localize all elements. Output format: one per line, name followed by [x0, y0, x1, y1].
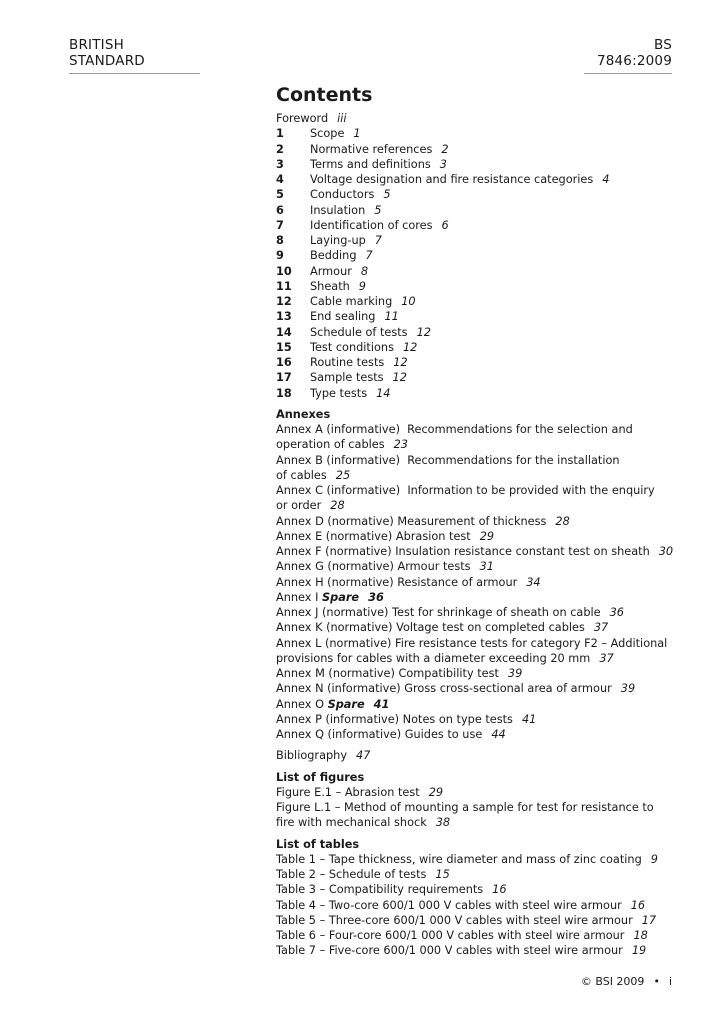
toc-entry-clause[interactable]	[276, 294, 676, 309]
toc-page-number: 23	[393, 438, 408, 452]
table-caption: Table 5 – Three-core 600/1 000 V cables with steel wire armour	[276, 913, 633, 927]
clause-number: 18	[276, 386, 292, 400]
toc-entry-table[interactable]	[276, 867, 676, 882]
toc-page-number: 18	[633, 929, 648, 942]
toc-entry-label: Foreword	[276, 112, 329, 125]
table-caption: Table 7 – Five-core 600/1 000 V cables with steel wire armour	[276, 944, 623, 958]
annex-text: Annex J (normative) Test for shrinkage of sheath on cable	[276, 606, 601, 619]
toc-entry-foreword[interactable]	[276, 111, 676, 126]
toc-entry-table[interactable]	[276, 943, 676, 958]
toc-entry-table[interactable]	[276, 913, 676, 928]
copyright-notice: © BSI 2009	[580, 975, 645, 988]
toc-page-number: 19	[631, 944, 647, 958]
clause-number: 12	[276, 295, 292, 308]
toc-page-number: 8	[360, 264, 369, 278]
toc-entry-annex-q[interactable]	[276, 727, 676, 742]
toc-page-number: 16	[492, 883, 507, 897]
clause-title: Voltage designation and fire resistance categories	[310, 173, 594, 186]
toc-entry-clause[interactable]	[276, 187, 676, 202]
clause-title: Cable marking	[310, 295, 393, 308]
clause-title: Terms and definitions	[310, 157, 431, 171]
annex-text: Annex P (informative) Notes on type tests	[276, 712, 513, 726]
annex-title: Recommendations for the selection and	[407, 423, 633, 436]
toc-page-number: 44	[491, 728, 506, 741]
toc-entry-clause[interactable]	[276, 370, 676, 385]
toc-page-number: 7	[374, 234, 382, 247]
toc-entry-clause[interactable]	[276, 309, 676, 324]
clause-title: Routine tests	[310, 356, 385, 369]
toc-page-number: 5	[374, 203, 382, 217]
toc-page-number: 4	[602, 173, 610, 186]
toc-entry-clause[interactable]	[276, 203, 676, 218]
clause-title: Sheath	[310, 279, 350, 293]
toc-page-number: 47	[356, 749, 371, 763]
toc-entry-annex-k[interactable]	[276, 620, 676, 635]
clause-title: Conductors	[310, 188, 375, 202]
toc-page-number: 36	[368, 590, 384, 604]
annex-text: Annex N (informative) Gross cross-sectional area of armour	[276, 682, 612, 696]
toc-entry-clause[interactable]	[276, 325, 676, 340]
toc-page-number: 12	[402, 340, 418, 354]
clause-number: 5	[276, 188, 284, 202]
annex-text: Annex G (normative) Armour tests	[276, 560, 471, 574]
toc-entry-clause[interactable]	[276, 355, 676, 370]
toc-entry-clause[interactable]	[276, 126, 676, 141]
annex-text: Annex L (normative) Fire resistance tests for category F2 – Additional	[276, 636, 668, 650]
annex-prefix: Annex C (informative)	[276, 484, 401, 497]
clause-title: Schedule of tests	[310, 325, 408, 339]
clause-number: 4	[276, 173, 284, 186]
annex-prefix: Annex B (informative)	[276, 453, 400, 467]
toc-page-number: 36	[609, 606, 624, 619]
clause-number: 9	[276, 249, 284, 263]
clause-title: Type tests	[310, 386, 368, 400]
toc-page-number: 11	[384, 310, 399, 324]
toc-page-number: 1	[353, 127, 361, 141]
toc-entry-annex-e[interactable]	[276, 529, 676, 544]
toc-entry-annex-p[interactable]	[276, 712, 676, 727]
toc-entry-table[interactable]	[276, 852, 676, 867]
toc-page-number: 12	[393, 356, 408, 369]
clause-number: 2	[276, 142, 284, 156]
clause-number: 11	[276, 279, 292, 293]
toc-page-number: 12	[416, 325, 431, 339]
toc-entry-annex-i[interactable]	[276, 590, 676, 605]
toc-page-number: 6	[441, 218, 449, 232]
toc-entry-annex-n[interactable]	[276, 681, 676, 696]
clause-title: Armour	[310, 264, 352, 278]
toc-entry-annex-c[interactable]	[276, 483, 676, 514]
clause-title: Laying-up	[310, 234, 366, 247]
toc-page-number: 17	[641, 913, 657, 927]
toc-page-number: 28	[555, 514, 570, 528]
annex-title-continued: operation of cables	[276, 438, 385, 452]
toc-page-number: 28	[330, 499, 345, 513]
clause-title: Identification of cores	[310, 218, 433, 232]
clause-number: 13	[276, 310, 292, 324]
annex-title-continued: or order	[276, 499, 322, 513]
toc-entry-clause[interactable]	[276, 157, 676, 172]
toc-entry-annex-d[interactable]	[276, 514, 676, 529]
toc-entry-annex-j[interactable]	[276, 605, 676, 620]
annex-text: Annex K (normative) Voltage test on completed cables	[276, 621, 585, 635]
clause-title: Scope	[310, 127, 345, 141]
toc-entry-clause[interactable]	[276, 386, 676, 401]
header-document-number: BS 7846:2009	[584, 37, 672, 74]
toc-page-number: 9	[650, 852, 658, 866]
figure-caption: Figure L.1 – Method of mounting a sample for test for resistance to	[276, 801, 654, 814]
toc-page-number: 39	[507, 667, 523, 680]
toc-page-number: 29	[479, 529, 495, 543]
toc-page-number: 7	[365, 249, 373, 263]
toc-entry-table[interactable]	[276, 882, 676, 897]
toc-entry-table[interactable]	[276, 898, 676, 913]
annex-text: Annex E (normative) Abrasion test	[276, 529, 471, 543]
toc-page-number: iii	[337, 112, 347, 125]
annex-text: Annex H (normative) Resistance of armour	[276, 575, 518, 589]
table-caption: Table 6 – Four-core 600/1 000 V cables with steel wire armour	[276, 929, 625, 942]
toc-entry-clause[interactable]	[276, 172, 676, 187]
annex-text: Annex Q (informative) Guides to use	[276, 728, 483, 741]
annexes-heading: Annexes	[276, 407, 331, 421]
clause-number: 16	[276, 356, 292, 369]
toc-entry-clause[interactable]	[276, 340, 676, 355]
toc-page-number: 37	[593, 621, 609, 635]
toc-entry-annex-g[interactable]	[276, 559, 676, 574]
clause-number: 3	[276, 157, 284, 171]
toc-page-number: 9	[358, 279, 366, 293]
toc-entry-bibliography[interactable]	[276, 748, 676, 763]
toc-entry-clause[interactable]	[276, 218, 676, 233]
page-footer	[581, 975, 672, 988]
annex-text: Annex O	[276, 697, 324, 711]
annex-text: Annex M (normative) Compatibility test	[276, 667, 499, 680]
figure-caption: Figure E.1 – Abrasion test	[276, 785, 420, 799]
annex-prefix: Annex A (informative)	[276, 423, 400, 436]
clause-number: 8	[276, 234, 284, 247]
tables-heading: List of tables	[276, 837, 360, 851]
toc-page-number: 41	[521, 712, 537, 726]
toc-entry-annex-h[interactable]	[276, 575, 676, 590]
clause-number: 14	[276, 325, 292, 339]
toc-entry-clause[interactable]	[276, 279, 676, 294]
clause-list	[276, 126, 676, 401]
annex-text: Annex I	[276, 590, 319, 604]
toc-entry-annex-f[interactable]	[276, 544, 676, 559]
table-caption: Table 2 – Schedule of tests	[276, 868, 427, 881]
clause-title: Normative references	[310, 142, 433, 156]
toc-entry-clause[interactable]	[276, 248, 676, 263]
table-caption: Table 1 – Tape thickness, wire diameter and mass of zinc coating	[276, 852, 642, 866]
toc-entry-annex-o[interactable]	[276, 697, 676, 712]
bullet-separator: •	[653, 975, 660, 988]
clause-number: 10	[276, 264, 292, 278]
toc-page-number: 16	[630, 898, 646, 912]
annex-spare-label: Spare	[327, 697, 365, 711]
annex-spare-label: Spare	[322, 590, 360, 604]
toc-entry-annex-a[interactable]	[276, 422, 676, 453]
clause-number: 17	[276, 371, 292, 385]
footer-page-number: i	[668, 975, 672, 988]
toc-entry-annex-b[interactable]	[276, 453, 676, 484]
toc-entry-annex-m[interactable]	[276, 666, 676, 681]
annex-title-continued: of cables	[276, 468, 327, 482]
toc-page-number: 38	[435, 816, 451, 830]
clause-title: Test conditions	[310, 340, 394, 354]
annex-text: Annex F (normative) Insulation resistance constant test on sheath	[276, 545, 650, 558]
toc-page-number: 10	[401, 295, 416, 308]
toc-page-number: 30	[658, 545, 674, 558]
toc-page-number: 5	[383, 188, 391, 202]
toc-entry-table[interactable]	[276, 928, 676, 943]
clause-title: Bedding	[310, 249, 357, 263]
toc-page-number: 12	[392, 371, 407, 385]
clause-number: 6	[276, 203, 284, 217]
annex-title: Recommendations for the installation	[407, 453, 620, 467]
figures-heading: List of figures	[276, 770, 365, 784]
toc-page-number: 37	[599, 651, 614, 665]
toc-page-number: 15	[435, 868, 450, 881]
clause-title: Sample tests	[310, 371, 384, 385]
toc-entry-clause[interactable]	[276, 142, 676, 157]
table-caption: Table 4 – Two-core 600/1 000 V cables with steel wire armour	[276, 898, 622, 912]
toc-entry-clause[interactable]	[276, 233, 676, 248]
annex-text: Annex D (normative) Measurement of thickness	[276, 514, 547, 528]
toc-page-number: 34	[526, 575, 541, 589]
clause-title: End sealing	[310, 310, 376, 324]
clause-number: 7	[276, 218, 284, 232]
table-caption: Table 3 – Compatibility requirements	[276, 883, 484, 897]
clause-number: 15	[276, 340, 292, 354]
toc-page-number: 2	[441, 142, 449, 156]
page-title: Contents	[276, 84, 373, 106]
table-of-contents	[276, 111, 676, 959]
toc-entry-figure-e1[interactable]	[276, 785, 676, 800]
toc-page-number: 31	[479, 560, 494, 574]
header-standard-label: BRITISH STANDARD	[69, 37, 200, 74]
annex-text-continued: provisions for cables with a diameter exceeding 20 mm	[276, 651, 591, 665]
toc-page-number: 29	[428, 785, 444, 799]
toc-page-number: 14	[376, 386, 391, 400]
toc-entry-annex-l[interactable]	[276, 636, 676, 667]
toc-entry-clause[interactable]	[276, 264, 676, 279]
annex-title: Information to be provided with the enquiry	[407, 484, 655, 497]
bibliography-label: Bibliography	[276, 749, 348, 763]
toc-page-number: 39	[620, 682, 636, 696]
toc-page-number: 41	[373, 697, 390, 711]
clause-title: Insulation	[310, 203, 366, 217]
toc-entry-figure-l1[interactable]	[276, 800, 676, 831]
toc-page-number: 25	[335, 468, 351, 482]
figure-caption-continued: fire with mechanical shock	[276, 816, 427, 830]
clause-number: 1	[276, 127, 284, 141]
toc-page-number: 3	[439, 157, 447, 171]
